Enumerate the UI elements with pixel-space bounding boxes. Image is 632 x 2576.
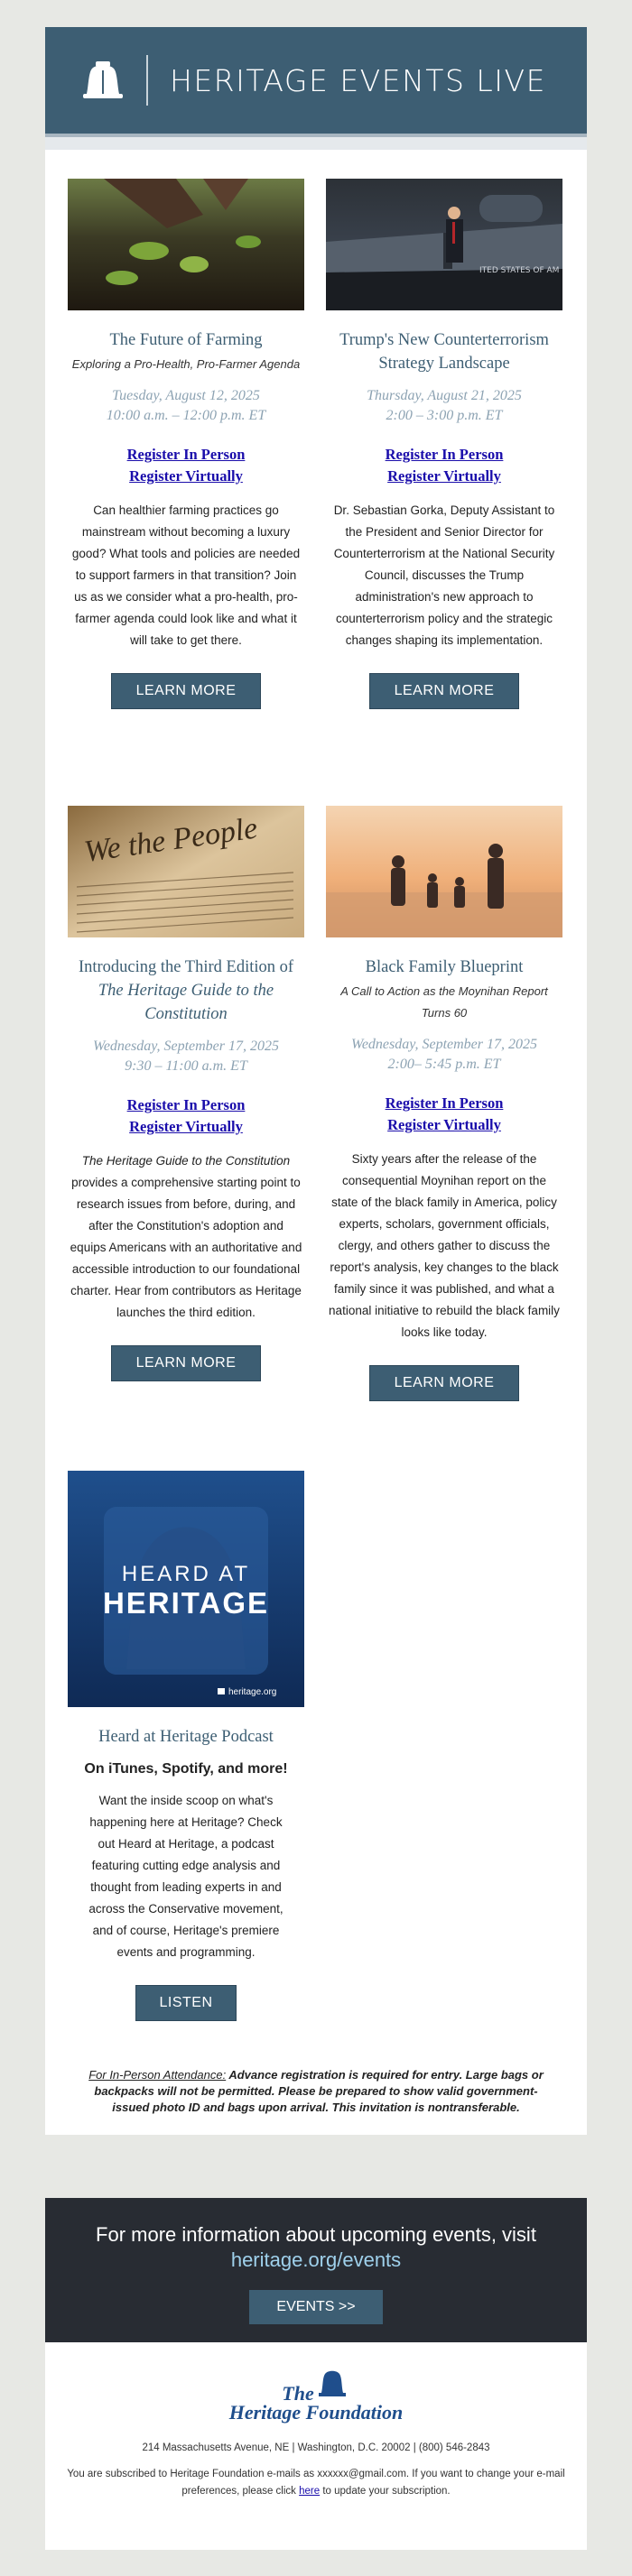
learn-more-button[interactable]: LEARN MORE xyxy=(369,1365,519,1401)
event-subtitle: Exploring a Pro-Health, Pro-Farmer Agenda xyxy=(71,357,301,371)
event-description: Sixty years after the release of the consequential Moynihan report on the state of the black family in America, policy experts, scholars, government officials, clergy, and others gather to discuss the report's analysis, key changes to the black family since it was published, and what a national initiative to rebuild the black family looks like today. xyxy=(329,1152,560,1339)
book-title: The Heritage Guide to the Constitution xyxy=(81,1154,291,1168)
register-virtually-link[interactable]: Register Virtually xyxy=(129,1118,243,1135)
event-card-constitution xyxy=(68,806,304,1381)
register-virtually-link[interactable]: Register Virtually xyxy=(387,467,501,485)
podcast-card xyxy=(68,1471,304,2021)
farming-photo xyxy=(68,179,304,310)
counterterrorism-photo xyxy=(326,179,562,310)
subscription-text: You are subscribed to Heritage Foundation e-mails as xxxxxx@gmail.com. If you want to change your e-mail preferences, please click xyxy=(67,2469,565,2497)
events-button[interactable]: EVENTS >> xyxy=(249,2290,383,2324)
header-title: HERITAGE EVENTS LIVE xyxy=(170,62,546,98)
event-title-line1: Introducing the Third Edition of xyxy=(78,958,294,976)
subscription-text-end: to update your subscription. xyxy=(320,2486,451,2497)
event-date xyxy=(68,386,304,426)
footer-address: 214 Massachusetts Avenue, NE | Washington, D.C. 20002 | (800) 546-2843 xyxy=(142,2442,490,2453)
register-links xyxy=(68,1094,304,1138)
podcast-cover-art xyxy=(68,1471,304,1707)
event-card-farming xyxy=(68,179,304,709)
podcast-title: Heard at Heritage Podcast xyxy=(98,1728,274,1746)
event-date-time: 2:00– 5:45 p.m. ET xyxy=(387,1057,501,1072)
learn-more-button[interactable]: LEARN MORE xyxy=(111,673,261,709)
header-divider xyxy=(146,55,148,106)
event-subtitle: A Call to Action as the Moynihan Report Turns 60 xyxy=(340,984,548,1020)
event-card-black-family xyxy=(326,806,562,1401)
aircraft-lettering: ITED STATES OF AM xyxy=(479,266,560,275)
logo-name: Heritage Foundation xyxy=(228,2401,404,2424)
event-date-time: 2:00 – 3:00 p.m. ET xyxy=(386,408,503,423)
register-in-person-link[interactable]: Register In Person xyxy=(126,1096,246,1113)
podcast-art-line2: HERITAGE xyxy=(102,1586,270,1620)
event-title: Trump's New Counterterrorism Strategy Landscape xyxy=(339,331,549,373)
register-in-person-link[interactable]: Register In Person xyxy=(385,446,504,463)
event-date-day: Thursday, August 21, 2025 xyxy=(367,388,522,403)
event-date-time: 9:30 – 11:00 a.m. ET xyxy=(125,1058,247,1074)
event-description: Dr. Sebastian Gorka, Deputy Assistant to the President and Senior Director for Counterterrorism at the National Security Council, discusses the Trump administration's new approach to counterterrorism policy and the strategic changes shaping its implementation. xyxy=(333,503,555,647)
main-content xyxy=(45,150,587,2135)
constitution-photo xyxy=(68,806,304,937)
podcast-headline: On iTunes, Spotify, and more! xyxy=(84,1761,288,1777)
event-date xyxy=(68,1037,304,1076)
listen-button[interactable]: LISTEN xyxy=(135,1985,237,2021)
event-date-time: 10:00 a.m. – 12:00 p.m. ET xyxy=(106,408,266,423)
subscription-notice xyxy=(45,2466,587,2500)
notice-text: Advance registration is required for entry. Large bags or backpacks will not be permitted. Please be prepared to show valid government-issued photo ID and bags upon arrival. This invitation is nontransferable. xyxy=(94,2068,544,2114)
learn-more-button[interactable]: LEARN MORE xyxy=(111,1345,261,1381)
we-the-people-script: We the People xyxy=(81,811,260,869)
register-links xyxy=(326,444,562,487)
register-links xyxy=(68,444,304,487)
footer xyxy=(45,2342,587,2550)
family-beach-photo xyxy=(326,806,562,937)
event-date-day: Wednesday, September 17, 2025 xyxy=(92,1039,280,1054)
register-virtually-link[interactable]: Register Virtually xyxy=(387,1116,501,1133)
logo-the: The xyxy=(282,2382,314,2405)
event-title xyxy=(68,956,304,1026)
podcast-description: Want the inside scoop on what's happening here at Heritage? Check out Heard at Heritage, a podcast featuring cutting edge analysis and thought from leading experts in and across the Conservative movement, and of course, Heritage's premiere events and programming. xyxy=(88,1794,283,1959)
event-card-counterterrorism xyxy=(326,179,562,709)
event-date-day: Tuesday, August 12, 2025 xyxy=(112,388,260,403)
heritage-logo xyxy=(45,2368,587,2424)
event-date-day: Wednesday, September 17, 2025 xyxy=(350,1037,538,1052)
events-cta xyxy=(45,2198,587,2342)
update-subscription-link[interactable]: here xyxy=(299,2486,321,2497)
register-links xyxy=(326,1093,562,1136)
header-banner xyxy=(45,27,587,137)
event-title: Black Family Blueprint xyxy=(365,958,524,976)
podcast-art-url: heritage.org xyxy=(228,1687,277,1697)
event-date xyxy=(326,1035,562,1075)
event-description xyxy=(68,1150,304,1324)
event-title: The Future of Farming xyxy=(109,331,263,349)
learn-more-button[interactable]: LEARN MORE xyxy=(369,673,519,709)
register-in-person-link[interactable]: Register In Person xyxy=(385,1094,504,1112)
event-description: Can healthier farming practices go mainstream without becoming a luxury good? What tools and policies are needed to support farmers in that transition? Join us as we consider what a pro-health, pro-farmer agenda could look like and what it will take to get there. xyxy=(71,503,301,647)
attendance-notice xyxy=(45,2067,587,2116)
notice-label: For In-Person Attendance: xyxy=(88,2068,227,2082)
register-in-person-link[interactable]: Register In Person xyxy=(126,446,246,463)
header-spacer xyxy=(45,137,587,150)
event-date xyxy=(326,386,562,426)
register-virtually-link[interactable]: Register Virtually xyxy=(129,467,243,485)
logo-bell-icon xyxy=(316,2368,349,2398)
event-description-text: provides a comprehensive starting point to research issues from before, during, and after the Constitution's adoption and equips Americans with an authoritative and accessible introduction to our foundational charter. Hear from contributors as Heritage launches the third edition. xyxy=(70,1176,302,1319)
email-container xyxy=(45,27,587,2497)
events-site-link[interactable]: heritage.org/events xyxy=(230,2248,402,2271)
liberty-bell-icon xyxy=(79,60,126,101)
event-title-book: The Heritage Guide to the Constitution xyxy=(98,982,274,1023)
cta-text: For more information about upcoming events, visit xyxy=(96,2223,536,2246)
podcast-art-line1: HEARD AT xyxy=(121,1562,251,1586)
